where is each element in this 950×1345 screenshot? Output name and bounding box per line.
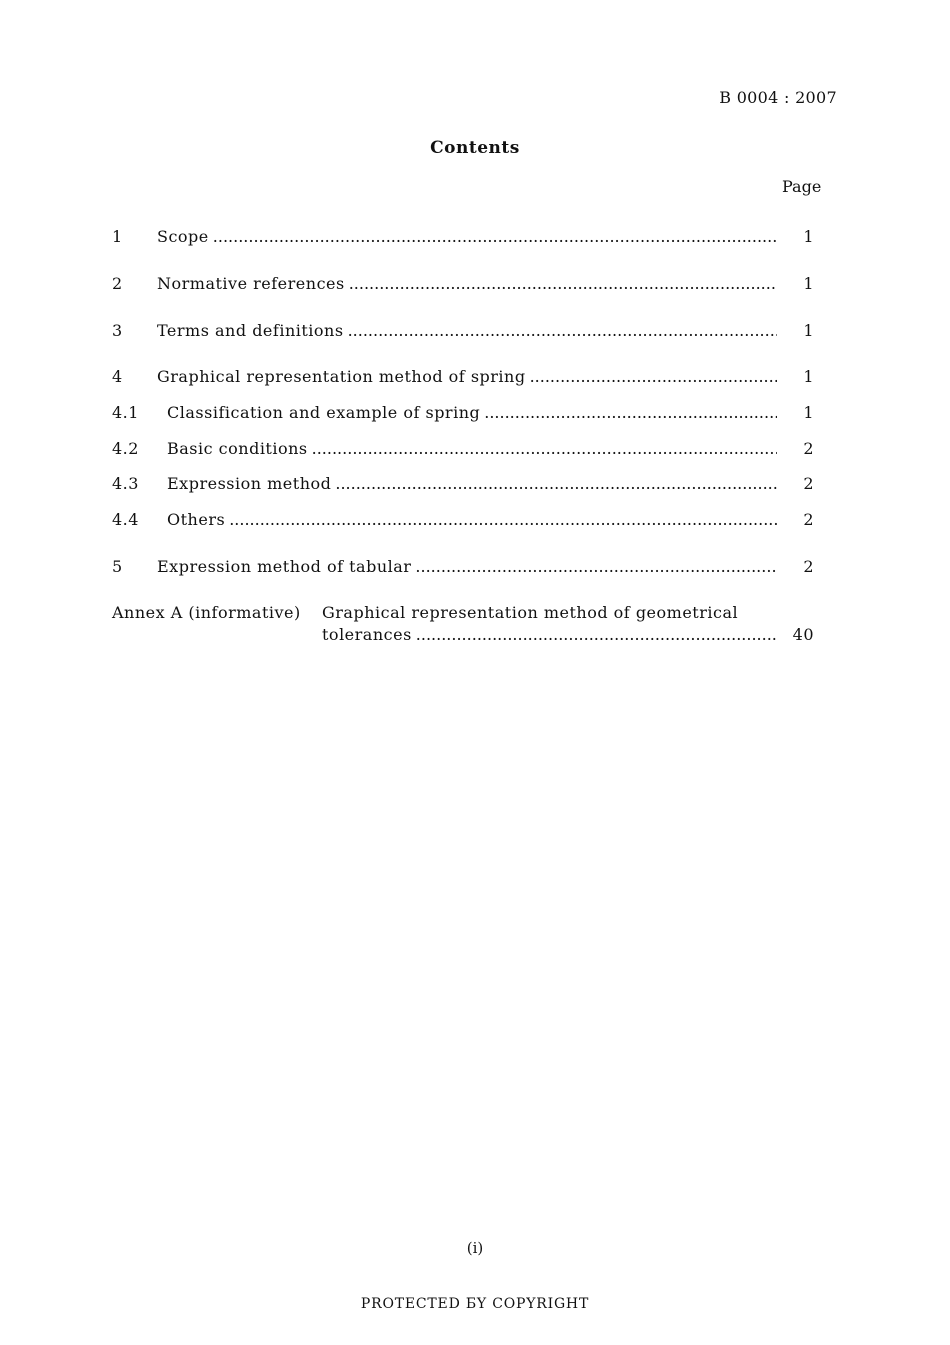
- toc-entry[interactable]: [112, 367, 825, 391]
- toc-entry-number: 4: [112, 367, 123, 386]
- dot-leader: [484, 403, 777, 422]
- toc-entry-page: 1: [803, 403, 814, 422]
- toc-subentry[interactable]: [112, 510, 825, 534]
- toc-entry-page: 1: [803, 367, 814, 386]
- dot-leader: [335, 474, 777, 493]
- toc-entry-page: 2: [803, 474, 814, 493]
- toc-entry-label: Classification and example of spring: [167, 403, 481, 422]
- annex-label: Annex A (informative): [112, 603, 301, 622]
- toc-entry-label: Basic conditions: [167, 439, 308, 458]
- page-column-label: Page: [782, 177, 822, 196]
- toc-entry-label: Graphical representation method of spring: [157, 367, 526, 386]
- dot-leader: [312, 439, 777, 458]
- toc-entry-label: Expression method: [167, 474, 332, 493]
- toc-entry[interactable]: [112, 321, 825, 345]
- toc-entry-page: 2: [803, 557, 814, 576]
- page-title: Contents: [430, 138, 520, 158]
- toc-entry-number: 4.4: [112, 510, 139, 529]
- toc-subentry[interactable]: [112, 403, 825, 427]
- document-id: B 0004 : 2007: [719, 88, 837, 107]
- dot-leader: [229, 510, 777, 529]
- toc-entry-number: 2: [112, 274, 123, 293]
- toc-entry-number: 4.2: [112, 439, 139, 458]
- toc-entry[interactable]: [112, 557, 825, 581]
- toc-entry-label: Normative references: [157, 274, 345, 293]
- toc-entry-number: 1: [112, 227, 123, 246]
- toc-entry-label: Expression method of tabular: [157, 557, 412, 576]
- dot-leader: [213, 227, 777, 246]
- toc-entry[interactable]: [112, 227, 825, 251]
- dot-leader: [416, 625, 777, 644]
- annex-title-line2: tolerances: [322, 625, 412, 644]
- toc-entry-number: 5: [112, 557, 123, 576]
- page-number: (i): [466, 1239, 484, 1257]
- dot-leader: [349, 274, 777, 293]
- dot-leader: [530, 367, 777, 386]
- dot-leader: [348, 321, 777, 340]
- toc-entry-number: 3: [112, 321, 123, 340]
- toc-entry[interactable]: [112, 274, 825, 298]
- annex-title-line1: Graphical representation method of geometrical: [322, 603, 739, 622]
- toc-entry-label: Scope: [157, 227, 209, 246]
- toc-entry-label: Others: [167, 510, 226, 529]
- annex-page: 40: [792, 625, 814, 644]
- toc-subentry[interactable]: [112, 439, 825, 463]
- toc-entry-page: 1: [803, 227, 814, 246]
- toc-entry-page: 2: [803, 439, 814, 458]
- toc-entry-number: 4.3: [112, 474, 139, 493]
- toc-entry-number: 4.1: [112, 403, 139, 422]
- toc-entry-page: 1: [803, 321, 814, 340]
- toc-entry-page: 2: [803, 510, 814, 529]
- copyright-notice: PROTECTED БY COPYRIGHT: [360, 1296, 590, 1312]
- toc-entry-label: Terms and definitions: [157, 321, 344, 340]
- toc-subentry[interactable]: [112, 474, 825, 498]
- toc-entry-page: 1: [803, 274, 814, 293]
- dot-leader: [415, 557, 777, 576]
